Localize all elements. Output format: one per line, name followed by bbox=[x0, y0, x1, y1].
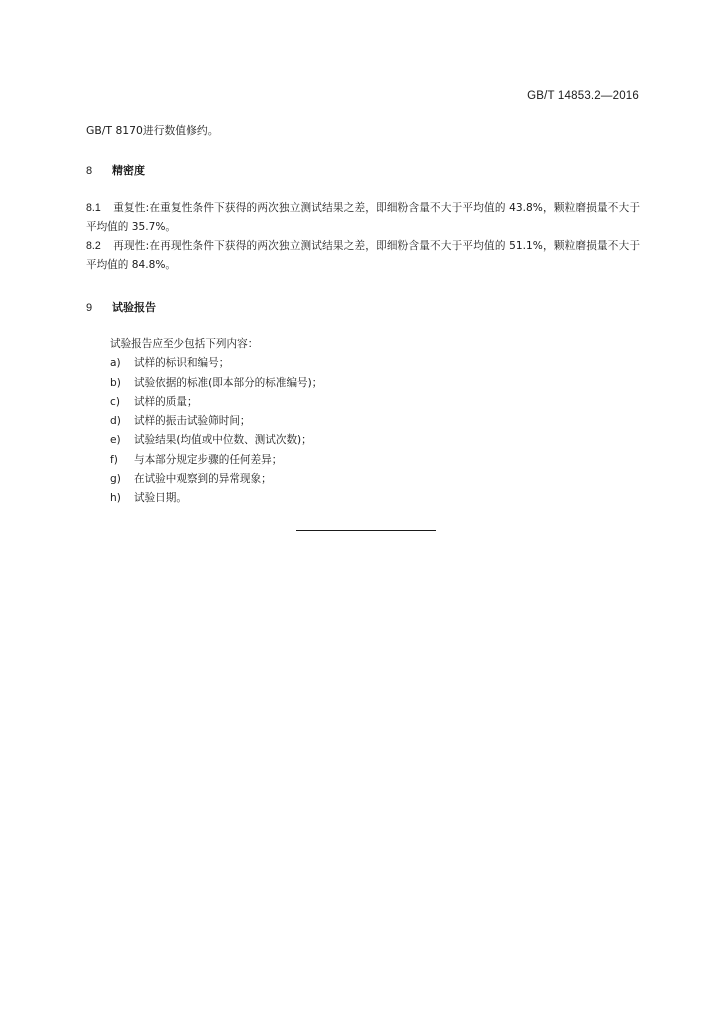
list-item-text: 与本部分规定步骤的任何差异； bbox=[134, 453, 283, 466]
end-of-document-rule bbox=[296, 530, 436, 531]
list-item-label: a) bbox=[110, 357, 121, 370]
section-9-number: 9 bbox=[86, 302, 93, 314]
list-item-label: e) bbox=[110, 434, 121, 447]
list-item-label: d) bbox=[110, 415, 121, 428]
list-item bbox=[110, 470, 640, 489]
list-item-text: 试样的质量； bbox=[134, 395, 198, 408]
report-lead-text: 试验报告应至少包括下列内容： bbox=[110, 338, 259, 350]
list-item bbox=[110, 354, 640, 373]
list-item-text: 试样的振击试验筛时间； bbox=[134, 415, 251, 428]
list-item-text: 试验结果(均值或中位数、测试次数)； bbox=[134, 434, 312, 447]
list-item-text: 在试验中观察到的异常现象； bbox=[134, 473, 272, 486]
clause-8-2 bbox=[86, 237, 640, 275]
section-9-title: 试验报告 bbox=[112, 301, 156, 314]
list-item-text: 试验日期。 bbox=[134, 492, 187, 505]
report-contents-list bbox=[86, 335, 640, 509]
list-item bbox=[110, 412, 640, 431]
list-item bbox=[110, 451, 640, 470]
standard-number-header: GB/T 14853.2—2016 bbox=[527, 90, 639, 102]
list-item bbox=[110, 489, 640, 508]
document-body bbox=[86, 121, 640, 509]
list-item-text: 试验依据的标准(即本部分的标准编号)； bbox=[134, 376, 323, 389]
section-9-heading bbox=[86, 298, 640, 318]
clause-8-1-number: 8.1 bbox=[86, 202, 101, 214]
intro-paragraph: GB/T 8170进行数值修约。 bbox=[86, 124, 219, 137]
clause-8-1-text: 重复性:在重复性条件下获得的两次独立测试结果之差，即细粉含量不大于平均值的 43.8%，颗粒磨损量不大于平均值的 35.7%。 bbox=[86, 202, 640, 233]
list-item bbox=[110, 431, 640, 450]
clause-8-1 bbox=[86, 199, 640, 237]
clause-8-2-text: 再现性:在再现性条件下获得的两次独立测试结果之差，即细粉含量不大于平均值的 51.1%，颗粒磨损量不大于平均值的 84.8%。 bbox=[86, 240, 640, 271]
list-item bbox=[110, 393, 640, 412]
list-item-label: b) bbox=[110, 376, 121, 389]
list-item-label: c) bbox=[110, 395, 120, 408]
list-item-text: 试样的标识和编号； bbox=[134, 357, 230, 370]
clause-8-2-number: 8.2 bbox=[86, 240, 101, 252]
section-8-heading bbox=[86, 161, 640, 181]
list-item-label: g) bbox=[110, 473, 121, 486]
section-8-title: 精密度 bbox=[112, 164, 145, 177]
list-item bbox=[110, 374, 640, 393]
list-item-label: f) bbox=[110, 453, 118, 466]
list-item-label: h) bbox=[110, 492, 121, 505]
section-8-number: 8 bbox=[86, 165, 93, 177]
